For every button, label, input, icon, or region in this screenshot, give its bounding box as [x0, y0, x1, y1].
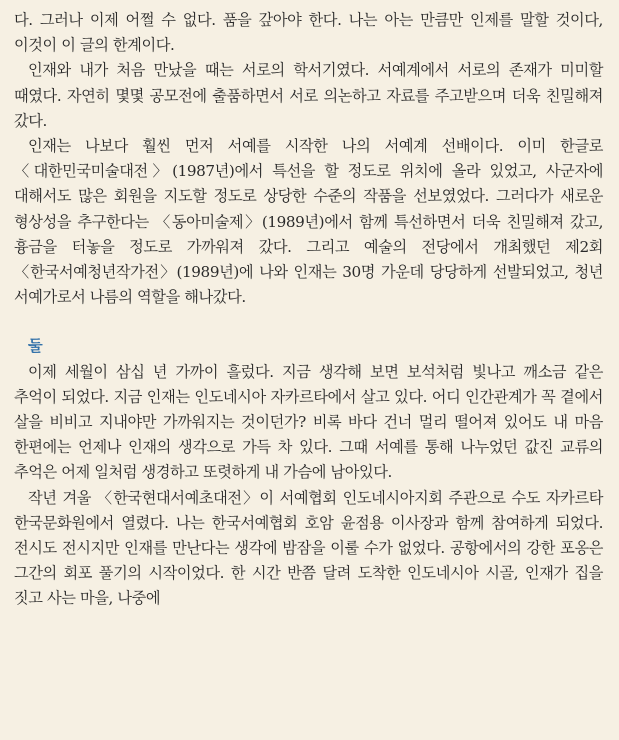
section-spacer — [14, 310, 603, 334]
paragraph: 작년 겨울 〈한국현대서예초대전〉이 서예협회 인도네시아지회 주관으로 수도 자카르타 한국문화원에서 열렸다. 나는 한국서예협회 호암 윤점용 이사장과 함께 참여하게 되었다. 전시도 전시지만 인재를 만난다는 생각에 밤잠을 이룰 수가 없었다. 공항에서의 강한 포옹은 그간의 회포 풀기의 시작이었다. 한 시간 반쯤 달려 도착한 인도네시아 시골, 인재가 집을 짓고 사는 마을, 나중에 — [14, 488, 603, 608]
paragraph: 인재와 내가 처음 만났을 때는 서로의 학서기였다. 서예계에서 서로의 존재가 미미할 때였다. 자연히 몇몇 공모전에 출품하면서 서로 의논하고 자료를 주고받으며 더욱 친밀해져 갔다. — [14, 61, 603, 130]
paragraph: 인재는 나보다 훨씬 먼저 서예를 시작한 나의 서예계 선배이다. 이미 한글로 〈대한민국미술대전〉(1987년)에서 특선을 할 정도로 위치에 올라 있었고, 사군자에 대해서도 많은 회원을 지도할 정도로 상당한 수준의 작품을 선보였었다. 그러다가 새로운 형상성을 추구한다는 〈동아미술제〉(1989년)에서 함께 특선하면서 더욱 친밀해져 갔고, 흉금을 터놓을 정도로 가까워져 갔다. 그리고 예술의 전당에서 개최했던 제2회〈한국서예청년작가전〉(1989년)에 나와 인재는 30명 가운데 당당하게 선발되었고, 청년 서예가로서 나름의 역할을 해나갔다. — [14, 137, 603, 307]
section-heading: 둘 — [28, 337, 43, 356]
paragraph: 다. 그러나 이제 어쩔 수 없다. 품을 갚아야 한다. 나는 아는 만큼만 인제를 말할 것이다, 이것이 이 글의 한계이다. — [14, 11, 603, 55]
paragraph: 이제 세월이 삼십 년 가까이 흘렀다. 지금 생각해 보면 보석처럼 빛나고 깨소금 같은 추억이 되었다. 지금 인재는 인도네시아 자카르타에서 살고 있다. 어디 인간관계가 꼭 곁에서 살을 비비고 지내야만 가까워지는 것이던가? 비록 바다 건너 멀리 떨어져 있어도 내 마음 한편에는 언제나 인재의 생각으로 가득 차 있다. 그때 서예를 통해 나누었던 값진 교류의 추억은 어제 일처럼 생경하고 또렷하게 내 가슴에 남아있다. — [14, 362, 603, 482]
